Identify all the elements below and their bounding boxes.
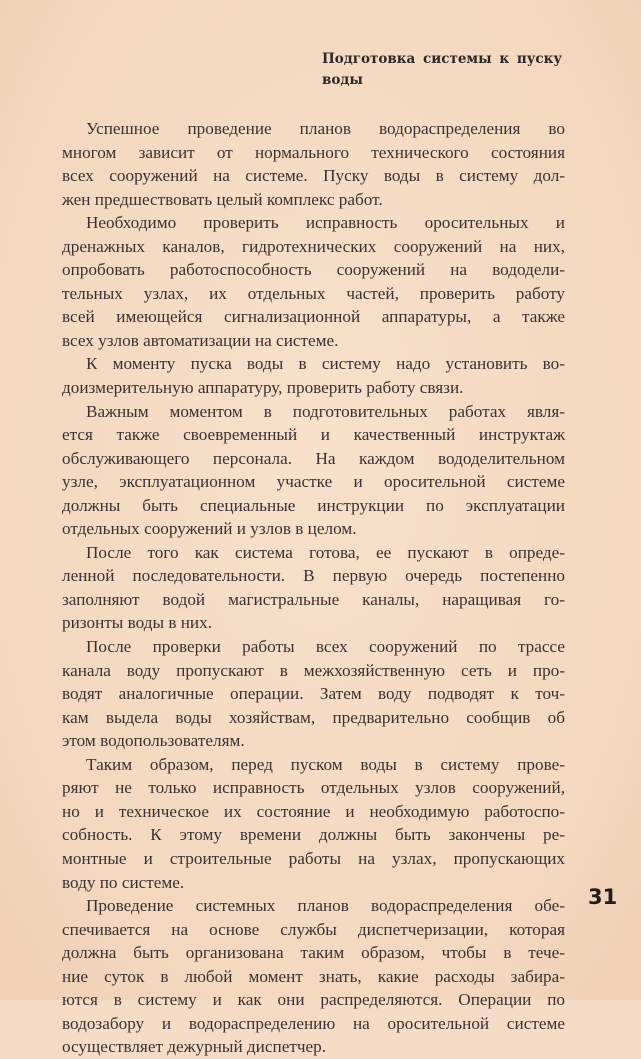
text-line: ризонты воды в них. (62, 613, 213, 633)
text-line: кам выдела воды хозяйствам, предварительно сообщив об (62, 707, 565, 727)
text-line: канала воду пропускают в межхозяйственную сеть и про- (62, 660, 565, 680)
text-line: опробовать работоспособность сооружений на вододели- (62, 260, 565, 280)
text-line: ется также своевременный и качественный инструктаж (62, 425, 565, 445)
paragraph (62, 211, 565, 352)
text-line: должны быть специальные инструкции по эксплуатации (62, 495, 565, 515)
paragraph (62, 400, 565, 541)
text-line: водят аналогичные операции. Затем воду подводят к точ- (62, 684, 565, 704)
text-line: Важным моментом в подготовительных работах явля- (86, 401, 565, 421)
text-line: всех сооружений на системе. Пуску воды в систему дол- (62, 166, 565, 186)
paragraph (62, 541, 565, 635)
text-line: обслуживающего персонала. На каждом вододелительном (62, 448, 565, 468)
text-line: ряют не только исправность отдельных узлов сооружений, (62, 778, 565, 798)
text-line: После того как система готова, ее пускают в опреде- (86, 542, 565, 562)
text-line: узле, эксплуатационном участке и оросительной системе (62, 472, 565, 492)
text-line: собность. К этому времени должны быть закончены ре- (62, 825, 565, 845)
text-line: дренажных каналов, гидротехнических сооружений на них, (62, 236, 565, 256)
text-line: Таким образом, перед пуском воды в систему прове- (86, 754, 565, 774)
text-line: этом водопользователям. (62, 731, 245, 751)
text-line: всех узлов автоматизации на системе. (62, 330, 339, 350)
text-line: Необходимо проверить исправность оросительных и (86, 213, 565, 233)
text-line: всей имеющейся сигнализационной аппаратуры, а также (62, 307, 565, 327)
heading-line: воды (322, 72, 363, 88)
text-line: многом зависит от нормального технического состояния (62, 142, 565, 162)
paragraph (62, 753, 565, 894)
text-line: воду по системе. (62, 872, 185, 892)
paragraph (62, 894, 565, 1059)
text-line: должна быть организована таким образом, чтобы в тече- (62, 943, 565, 963)
text-line: водозабору и водораспределению на оросительной системе (62, 1013, 565, 1033)
text-line: После проверки работы всех сооружений по трассе (86, 637, 565, 657)
text-line: жен предшествовать целый комплекс работ. (62, 189, 383, 209)
heading-line: Подготовка системы к пуску (322, 51, 562, 67)
paragraph (62, 117, 565, 211)
text-line: ние суток в любой момент знать, какие расходы забира- (62, 966, 565, 986)
text-line: ленной последовательности. В первую очередь постепенно (62, 566, 565, 586)
text-line: доизмерительную аппаратуру, проверить работу связи. (62, 378, 464, 398)
section-heading (322, 49, 562, 91)
text-line: тельных узлах, их отдельных частей, проверить работу (62, 283, 565, 303)
text-line: но и техническое их состояние и необходимую работоспо- (62, 801, 565, 821)
paragraph (62, 352, 565, 399)
body-text (62, 117, 565, 1059)
page-number: 31 (588, 885, 618, 909)
text-line: осуществляет дежурный диспетчер. (62, 1037, 327, 1057)
text-line: Проведение системных планов водораспределения обе- (86, 896, 565, 916)
text-line: ются в систему и как они распределяются. Операции по (62, 990, 565, 1010)
text-line: заполняют водой магистральные каналы, наращивая го- (62, 589, 565, 609)
paragraph (62, 635, 565, 753)
text-line: Успешное проведение планов водораспределения во (86, 119, 565, 138)
text-line: монтные и строительные работы на узлах, пропускающих (62, 848, 565, 868)
text-line: К моменту пуска воды в систему надо установить во- (86, 354, 565, 374)
text-line: отдельных сооружений и узлов в целом. (62, 519, 357, 539)
text-line: спечивается на основе службы диспетчеризации, которая (62, 919, 565, 939)
